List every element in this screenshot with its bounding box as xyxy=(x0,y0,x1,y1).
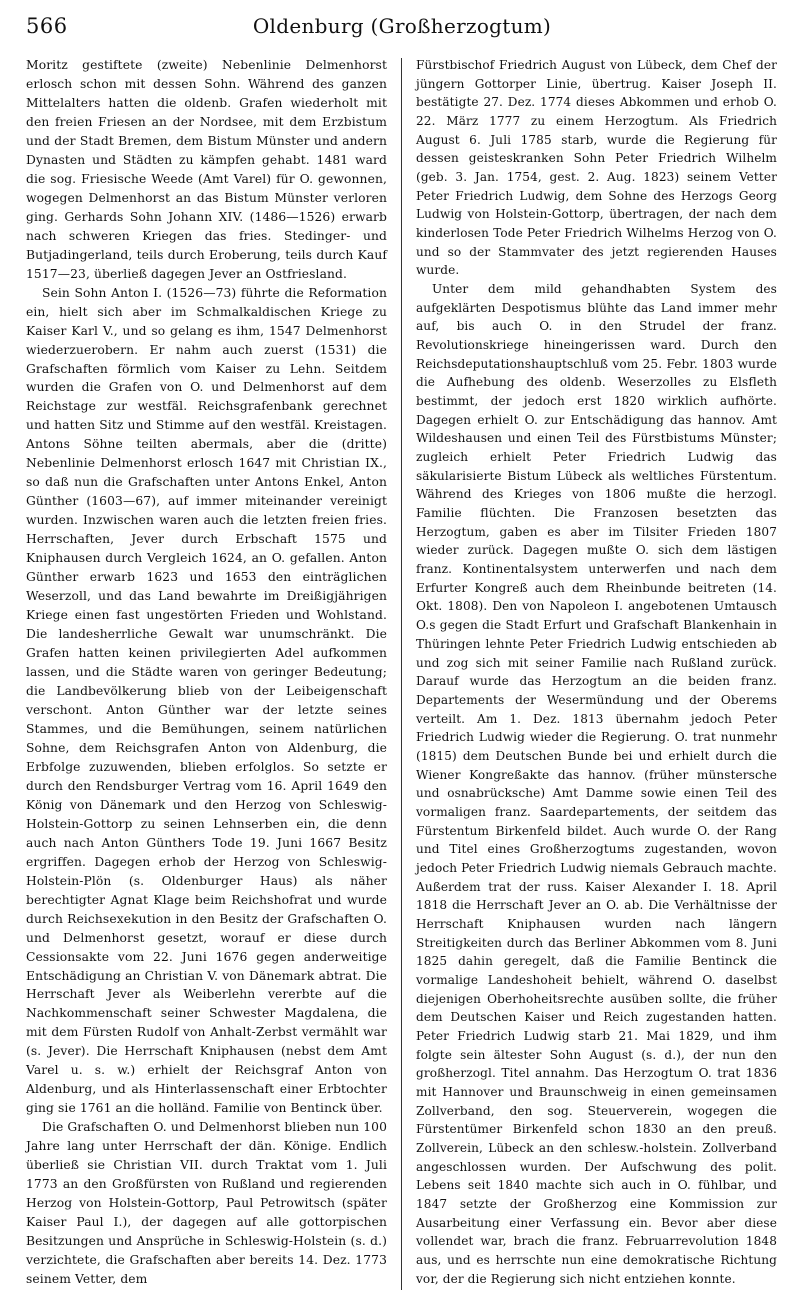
paragraph: Fürstbischof Friedrich August von Lübeck, dem Chef der jüngern Gottorper Linie, übertrug. Kaiser Joseph II. bestätigte 27. Dez. 1774 dieses Abkommen und erhob O. 22. März 1777 zu einem Herzogtum. Als Friedrich August 6. Juli 1785 starb, wurde die Regierung für dessen geisteskranken Sohn Peter Friedrich Wilhelm (geb. 3. Jan. 1754, gest. 2. Aug. 1823) seinem Vetter Peter Friedrich Ludwig, dem Sohne des Herzogs Georg Ludwig von Holstein-Gottorp, übertragen, der nach dem kinderlosen Tode Peter Friedrich Wilhelms Herzog von O. und so der Stammvater des jetzt regierenden Hauses wurde. xyxy=(416,58,777,278)
page-header xyxy=(26,14,778,46)
paragraph: Unter dem mild gehandhabten System des aufgeklärten Despotismus blühte das Land immer mehr auf, bis auch O. in den Strudel der franz. Revolutionskriege hineingerissen ward. Durch den Reichsdeputationshauptschluß vom 25. Febr. 1803 wurde die Aufhebung des oldenb. Weserzolles zu Elsfleth bestimmt, der jedoch erst 1820 wirklich aufhörte. Dagegen erhielt O. zur Entschädigung das hannov. Amt Wildeshausen und einen Teil des Fürstbistums Münster; zugleich erhielt Peter Friedrich Ludwig das säkularisierte Bistum Lübeck als weltliches Fürstentum. Während des Krieges von 1806 mußte die herzogl. Familie flüchten. Die Franzosen besetzten das Herzogtum, gaben es aber im Tilsiter Frieden 1807 wieder zurück. Dagegen mußte O. sich dem lästigen franz. Kontinentalsystem unterwerfen und nach dem Erfurter Kongreß auch dem Rheinbunde beitreten (14. Okt. 1808). Den von Napoleon I. angebotenen Umtausch O.s gegen die Stadt Erfurt und Grafschaft Blankenhain in Thüringen lehnte Peter Friedrich Ludwig entschieden ab und zog sich mit seiner Familie nach Rußland zurück. Darauf wurde das Herzogtum an die beiden franz. Departements der Wesermündung und der Oberems verteilt. Am 1. Dez. 1813 übernahm jedoch Peter Friedrich Ludwig wieder die Regierung. O. trat nunmehr (1815) dem Deutschen Bunde bei und erhielt durch die Wiener Kongreßakte das hannov. (früher münstersche und osnabrücksche) Amt Damme sowie einen Teil des vormaligen franz. Saardepartements, der seitdem das Fürstentum Birkenfeld bildet. Auch wurde O. der Rang und Titel eines Großherzogtums zugestanden, wovon jedoch Peter Friedrich Ludwig niemals Gebrauch machte. Außerdem trat der russ. Kaiser Alexander I. 18. April 1818 die Herrschaft Jever an O. ab. Die Verhältnisse der Herrschaft Kniphausen wurden nach längern Streitigkeiten durch das Berliner Abkommen vom 8. Juni 1825 dahin geregelt, daß die Familie Bentinck die vormalige Landeshoheit behielt, während O. daselbst diejenigen Oberhoheitsrechte ausüben sollte, die früher dem Deutschen Kaiser und Reich zugestanden hatten. Peter Friedrich Ludwig starb 21. Mai 1829, und ihm folgte sein ältester Sohn August (s. d.), der nun den großherzogl. Titel annahm. Das Herzogtum O. trat 1836 mit Hannover und Braunschweig in einen gemeinsamen Zollverband, den sog. Steuerverein, wogegen die Fürstentümer Birkenfeld schon 1830 an den preuß. Zollverein, Lübeck an den schlesw.-holstein. Zollverband angeschlossen wurden. Der Aufschwung des polit. Lebens seit 1840 machte sich auch in O. fühlbar, und 1847 setzte der Großherzog eine Kommission zur Ausarbeitung einer Verfassung ein. Bevor aber diese vollendet war, brach die franz. Februarrevolution 1848 aus, und es herrschte nun eine demokratische Richtung vor, der die Regierung sich nicht entziehen konnte. xyxy=(416,282,777,1286)
page-number: 566 xyxy=(26,14,68,38)
paragraph: Sein Sohn Anton I. (1526—73) führte die Reformation ein, hielt sich aber im Schmalkaldischen Kriege zu Kaiser Karl V., und so gelang es ihm, 1547 Delmenhorst wiederzuerobern. Er nahm auch zuerst (1531) die Grafschaften förmlich vom Kaiser zu Lehn. Seitdem wurden die Grafen von O. und Delmenhorst auf dem Reichstage zur westfäl. Reichsgrafenbank gerechnet und hatten Sitz und Stimme auf den westfäl. Kreistagen. Antons Söhne teilten abermals, aber die (dritte) Nebenlinie Delmenhorst erlosch 1647 mit Christian IX., so daß nun die Grafschaften unter Antons Enkel, Anton Günther (1603—67), auf immer miteinander vereinigt wurden. Inzwischen waren auch die letzten freien fries. Herrschaften, Jever durch Erbschaft 1575 und Kniphausen durch Vergleich 1624, an O. gefallen. Anton Günther erwarb 1623 und 1653 den einträglichen Weserzoll, und das Land bewahrte im Dreißigjährigen Kriege einen fast ungestörten Frieden und Wohlstand. Die landesherrliche Gewalt war unumschränkt. Die Grafen hatten keinen privilegierten Adel aufkommen lassen, und die Städte waren von geringer Bedeutung; die Landbevölkerung blieb von der Leibeigenschaft verschont. Anton Günther war der letzte seines Stammes, und die Bemühungen, seinem natürlichen Sohne, dem Reichsgrafen Anton von Aldenburg, die Erbfolge zuzuwenden, blieben erfolglos. So setzte er durch den Rendsburger Vertrag vom 16. April 1649 den König von Dänemark und den Herzog von Schleswig-Holstein-Gottorp zu seinen Lehnserben ein, die denn auch nach Anton Günthers Tode 19. Juni 1667 Besitz ergriffen. Dagegen erhob der Herzog von Schleswig-Holstein-Plön (s. Oldenburger Haus) als näher berechtigter Agnat Klage beim Reichshofrat und wurde durch Reichsexekution in den Besitz der Grafschaften O. und Delmenhorst gesetzt, worauf er diese durch Cessionsakte vom 22. Juni 1676 gegen anderweitige Entschädigung an Christian V. von Dänemark abtrat. Die Herrschaft Jever als Weiberlehn vererbte auf die Nachkommenschaft seiner Schwester Magdalena, die mit dem Fürsten Rudolf von Anhalt-Zerbst vermählt war (s. Jever). Die Herrschaft Kniphausen (nebst dem Amt Varel u. s. w.) erhielt der Reichsgraf Anton von Aldenburg, und als Hinterlassenschaft einer Erbtochter ging sie 1761 an die holländ. Familie von Bentinck über. xyxy=(26,285,387,1116)
column-divider xyxy=(401,58,402,1290)
right-column xyxy=(416,56,777,1288)
left-column xyxy=(26,56,387,1289)
running-title: Oldenburg (Großherzogtum) xyxy=(252,14,552,38)
paragraph: Die Grafschaften O. und Delmenhorst blieben nun 100 Jahre lang unter Herrschaft der dän. Könige. Endlich überließ sie Christian VII. durch Traktat vom 1. Juli 1773 an den Großfürsten von Rußland und regierenden Herzog von Holstein-Gottorp, Paul Petrowitsch (später Kaiser Paul I.), der dagegen auf alle gottorpischen Besitzungen und Ansprüche in Schleswig-Holstein (s. d.) verzichtete, die Grafschaften aber bereits 14. Dez. 1773 seinem Vetter, dem xyxy=(26,1120,387,1286)
paragraph: Moritz gestiftete (zweite) Nebenlinie Delmenhorst erlosch schon mit dessen Sohn. Während des ganzen Mittelalters hatten die oldenb. Grafen wiederholt mit den freien Friesen an der Nordsee, mit dem Erzbistum und der Stadt Bremen, dem Bistum Münster und andern Dynasten und Städten zu kämpfen gehabt. 1481 ward die sog. Friesische Weede (Amt Varel) für O. gewonnen, wogegen Delmenhorst an das Bistum Münster verloren ging. Gerhards Sohn Johann XIV. (1486—1526) erwarb nach schweren Kriegen das fries. Stedinger- und Butjadingerland, teils durch Eroberung, teils durch Kauf 1517—23, überließ dagegen Jever an Ostfriesland. xyxy=(26,58,387,281)
